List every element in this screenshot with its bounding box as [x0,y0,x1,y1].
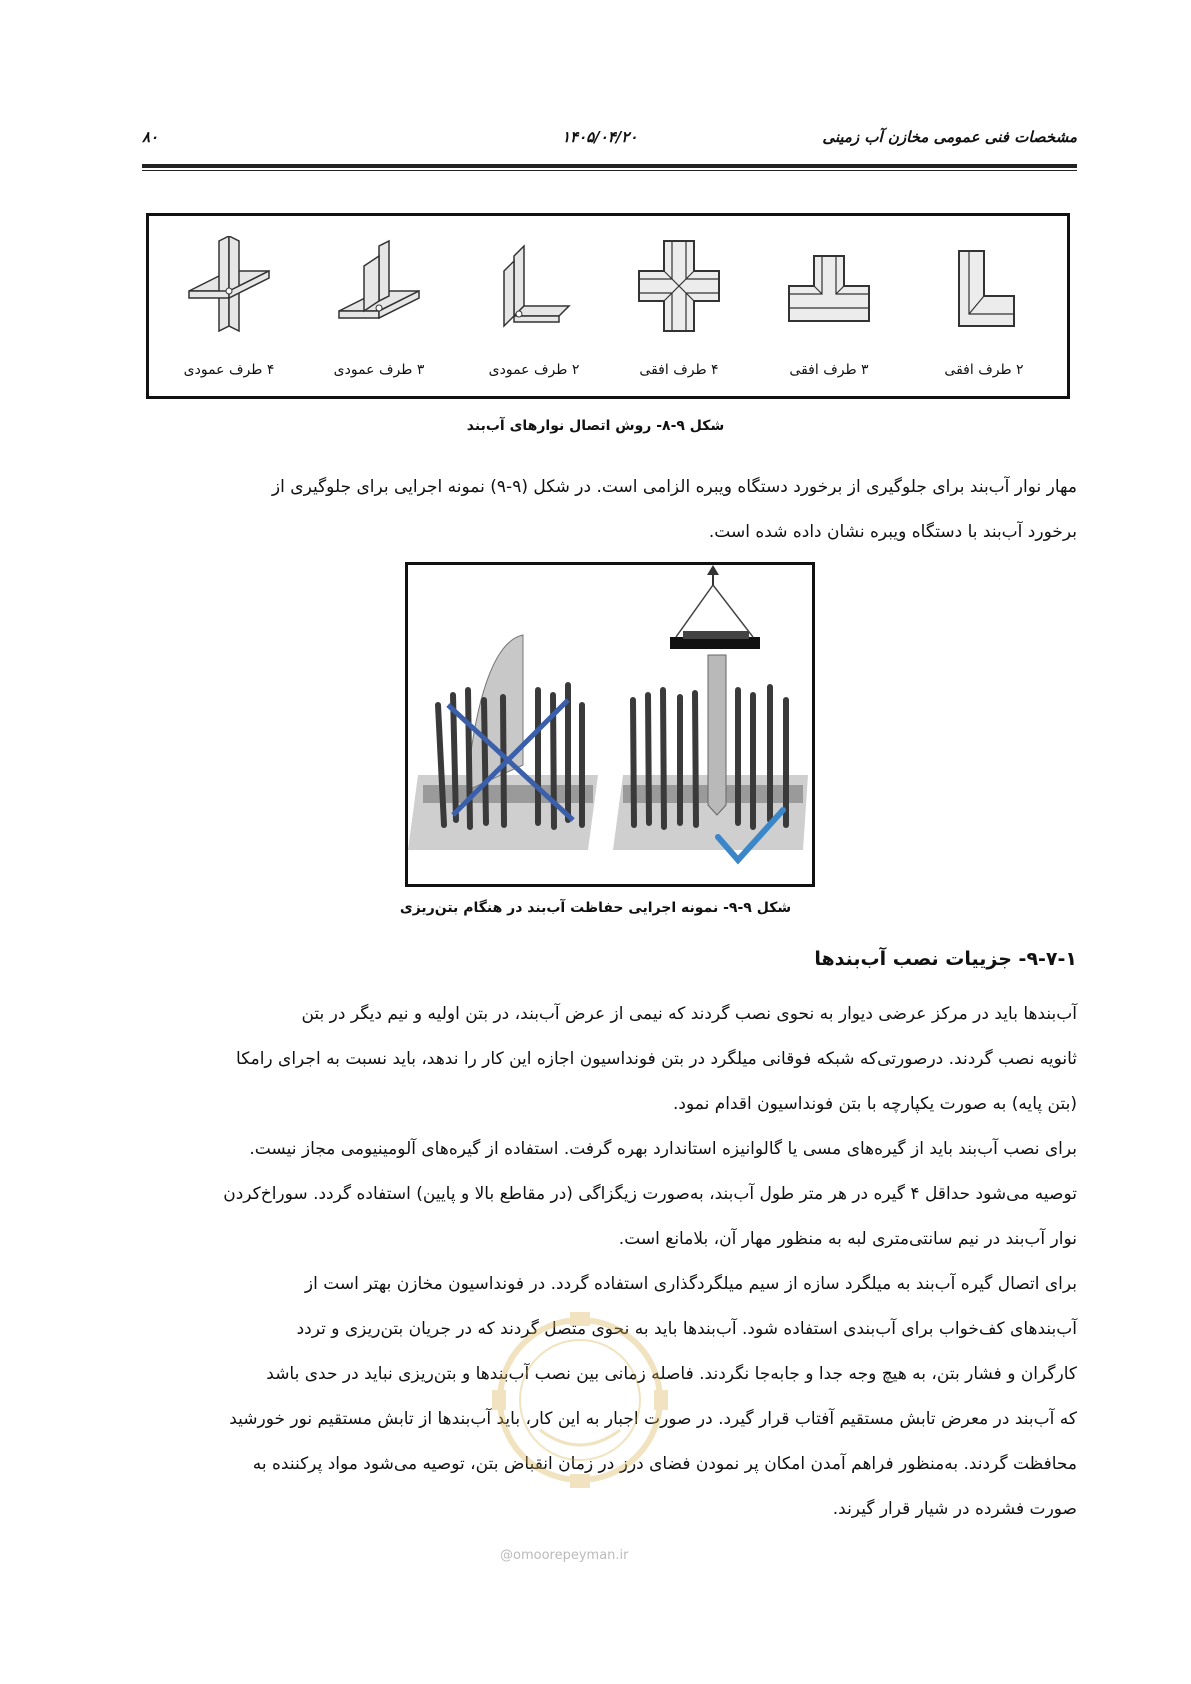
document-title: مشخصات فنی عمومی مخازن آب زمینی [822,128,1077,146]
two-way-horizontal-icon [939,236,1029,336]
waterstop-protection-illustration [408,565,812,884]
paragraph-line: برای اتصال گیره آب‌بند به میلگرد سازه از سیم میلگردگذاری استفاده گردد. در فونداسیون مخازن بهتر است از [304,1274,1077,1294]
paragraph-line: برای نصب آب‌بند باید از گیره‌های مسی یا گالوانیزه استاندارد بهره گرفت. استفاده از گیره‌های آلومینیومی مجاز نیست. [249,1139,1077,1159]
paragraph-line: برخورد آب‌بند با دستگاه ویبره نشان داده شده است. [708,522,1077,542]
three-way-vertical-icon [334,236,424,336]
paragraph-line: که آب‌بند در معرض تابش مستقیم آفتاب قرار گیرد. در صورت اجبار به این کار، باید آب‌بندها از تابش مستقیم نور خورشید [229,1409,1077,1429]
section-paragraph [142,992,1077,1127]
paragraph-line: مهار نوار آب‌بند برای جلوگیری از برخورد دستگاه ویبره الزامی است. در شکل (۹-۹) نمونه اجرایی برای جلوگیری از [271,477,1077,497]
intro-paragraph [142,465,1077,555]
page-header [142,128,1077,168]
waterstop-protection-figure [405,562,815,887]
figure-caption: شکل ۹-۸- روش اتصال نوارهای آب‌بند [466,418,725,434]
header-rule-thin [142,170,1077,171]
paragraph-line: کارگران و فشار بتن، به هیچ وجه جدا و جابه‌جا نگردند. فاصله زمانی بین نصب آب‌بندها و بتن‌ریزی نباید در حدی باشد [266,1364,1077,1384]
two-way-vertical-icon [489,236,579,336]
four-way-vertical-icon [184,236,274,336]
paragraph-line: (بتن پایه) به صورت یکپارچه با بتن فونداسیون اقدام نمود. [673,1094,1077,1114]
connection-label: ۴ طرف افقی [639,362,719,378]
section-heading: ۹-۷-۱- جزییات نصب آب‌بندها [814,948,1077,970]
connection-label: ۲ طرف عمودی [488,362,580,378]
three-way-horizontal-icon [784,236,874,336]
connection-item-2-way-vertical [464,228,604,378]
paragraph-line: صورت فشرده در شیار قرار گیرند. [832,1499,1077,1519]
connection-label: ۴ طرف عمودی [183,362,275,378]
document-date: ۱۴۰۵/۰۴/۲۰ [562,128,638,146]
paragraph-line: محافظت گردند. به‌منظور فراهم آمدن امکان پر نمودن فضای درز در زمان انقباض بتن، توصیه می‌شود مواد پرکننده به [252,1454,1077,1474]
paragraph-line: توصیه می‌شود حداقل ۴ گیره در هر متر طول آب‌بند، به‌صورت زیگزاگی (در مقاطع بالا و پایین) استفاده گردد. سوراخ‌کردن [223,1184,1077,1204]
connection-label: ۲ طرف افقی [944,362,1024,378]
paragraph-line: آب‌بندهای کف‌خواب برای آب‌بندی استفاده شود. آب‌بندها باید به نحوی متصل گردند که در جریان بتن‌ریزی و تردد [296,1319,1077,1339]
page-number: ۸۰ [142,128,159,146]
paragraph-line: آب‌بندها باید در مرکز عرضی دیوار به نحوی نصب گردند که نیمی از عرض آب‌بند، در بتن اولیه و نیم دیگر در بتن [301,1004,1077,1024]
connection-methods-figure [146,213,1070,399]
connection-label: ۳ طرف افقی [789,362,869,378]
connection-item-4-way-horizontal [609,228,749,378]
header-rule [142,164,1077,168]
connection-item-2-way-horizontal [914,228,1054,378]
connection-item-3-way-vertical [309,228,449,378]
connection-item-3-way-horizontal [759,228,899,378]
paragraph-line: نوار آب‌بند در نیم سانتی‌متری لبه به منظور مهار آن، بلامانع است. [618,1229,1077,1249]
watermark-text: @omoorepeyman.ir [500,1548,629,1563]
section-paragraph [142,1127,1077,1262]
paragraph-line: ثانویه نصب گردند. درصورتی‌که شبکه فوقانی میلگرد در بتن فونداسیون اجازه این کار را ندهد، باید نسبت به اجرای رامکا [236,1049,1077,1069]
connection-label: ۳ طرف عمودی [333,362,425,378]
connection-item-4-way-vertical [159,228,299,378]
figure-caption: شکل ۹-۹- نمونه اجرایی حفاظت آب‌بند در هنگام بتن‌ریزی [399,900,792,916]
four-way-horizontal-icon [634,236,724,336]
watermark-seal-icon [480,1290,680,1530]
